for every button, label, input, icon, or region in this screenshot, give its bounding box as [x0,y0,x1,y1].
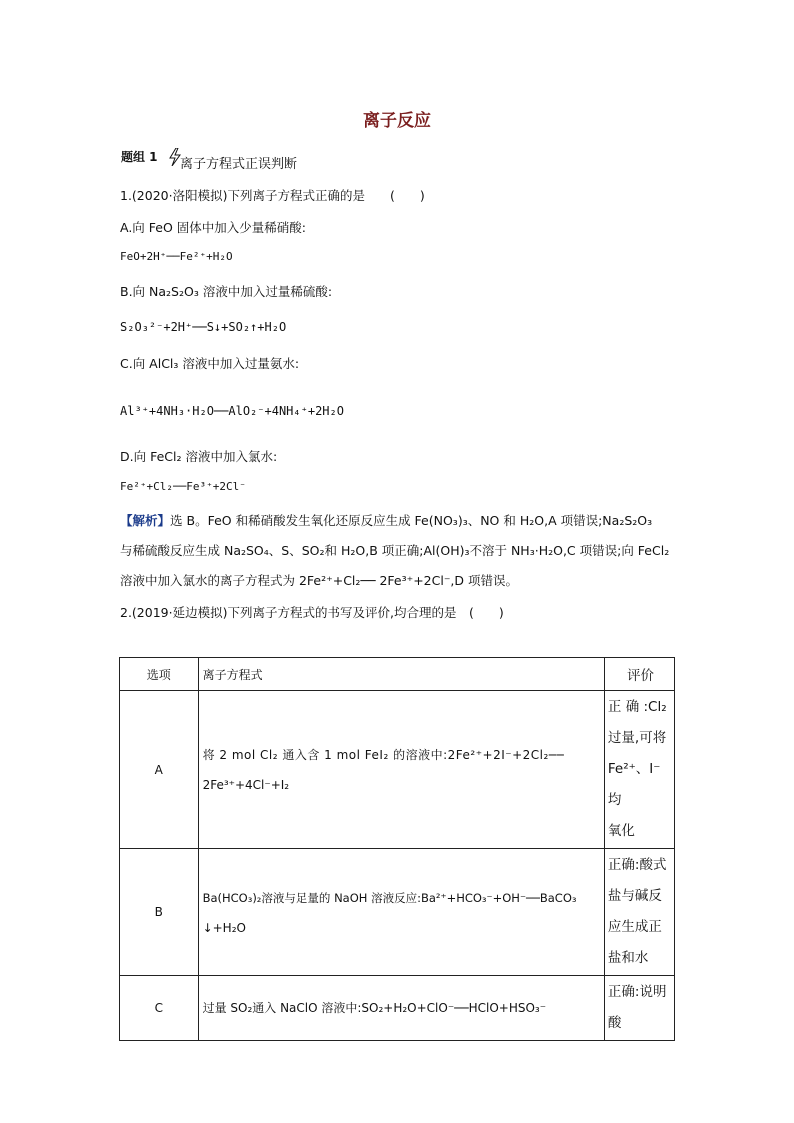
comment-line: 氧化 [607,823,635,839]
header-option: 选项 [120,658,199,691]
row-comment [604,976,674,1041]
q1-equation-d: Fe²⁺+Cl₂──Fe³⁺+2Cl⁻ [120,480,246,493]
comment-line: 过量,可将 [607,730,667,746]
analysis-text-1: 选 B。FeO 和稀硝酸发生氧化还原反应生成 Fe(NO₃)₃、NO 和 H₂O,A 项错误;Na₂S₂O₃ [170,513,653,528]
row-option: B [120,849,199,976]
q1-option-a: A.向 FeO 固体中加入少量稀硝酸: [120,220,306,235]
group-label: 题组 1 [121,150,158,164]
q1-option-b: B.向 Na₂S₂O₃ 溶液中加入过量稀硫酸: [120,284,333,299]
comment-line: 正确:酸式 [607,857,667,873]
row-equation [198,976,604,1041]
page-title: 离子反应 [363,111,431,131]
row-equation [198,691,604,849]
analysis-label: 【解析】 [120,513,171,528]
row-equation-line: 过量 SO₂通入 NaClO 溶液中:SO₂+H₂O+ClO⁻──HClO+HSO₃⁻ [202,1001,547,1015]
comment-line: Fe²⁺、I⁻均 [607,761,661,808]
row-equation-line: Ba(HCO₃)₂溶液与足量的 NaOH 溶液反应:Ba²⁺+HCO₃⁻+OH⁻──BaCO₃ [202,891,577,905]
header-comment: 评价 [604,658,674,691]
q1-equation-b: S₂O₃²⁻+2H⁺──S↓+SO₂↑+H₂O [120,320,287,334]
analysis-line-1 [120,511,652,529]
comment-line: 盐和水 [607,950,649,966]
header-equation: 离子方程式 [198,658,604,691]
row-option: A [120,691,199,849]
row-equation-line: 将 2 mol Cl₂ 通入含 1 mol FeI₂ 的溶液中:2Fe²⁺+2I⁻+2Cl₂── [202,747,565,762]
q1-equation-c: Al³⁺+4NH₃·H₂O──AlO₂⁻+4NH₄⁺+2H₂O [120,404,344,418]
comment-line: 应生成正 [607,919,662,935]
comment-line: 正确:说明 [607,984,667,1000]
table-row [120,976,675,1041]
q1-option-c: C.向 AlCl₃ 溶液中加入过量氨水: [120,356,300,371]
q1-option-d: D.向 FeCl₂ 溶液中加入氯水: [120,449,278,464]
group-title: 离子方程式正误判断 [180,157,298,172]
q2-stem: 2.(2019·延边模拟)下列离子方程式的书写及评价,均合理的是 ( ) [120,605,504,620]
row-option: C [120,976,199,1041]
row-equation [198,849,604,976]
comment-line: 酸 [607,1015,622,1031]
table-row [120,691,675,849]
q1-equation-a: FeO+2H⁺──Fe²⁺+H₂O [120,250,233,263]
row-equation-line: 2Fe³⁺+4Cl⁻+I₂ [202,777,290,792]
comment-line: 正 确 :Cl₂ [607,699,667,715]
q1-stem: 1.(2020·洛阳模拟)下列离子方程式正确的是 ( ) [120,188,425,203]
analysis-line-3: 溶液中加入氯水的离子方程式为 2Fe²⁺+Cl₂── 2Fe³⁺+2Cl⁻,D 项错误。 [120,573,518,588]
analysis-line-2: 与稀硫酸反应生成 Na₂SO₄、S、SO₂和 H₂O,B 项正确;Al(OH)₃不溶于 NH₃·H₂O,C 项错误;向 FeCl₂ [120,543,670,558]
table-row [120,849,675,976]
row-equation-line: ↓+H₂O [202,921,246,935]
comment-line: 盐与碱反 [607,888,662,904]
row-comment [604,849,674,976]
evaluation-table [119,657,675,1041]
row-comment [604,691,674,849]
table-header-row [120,658,675,691]
